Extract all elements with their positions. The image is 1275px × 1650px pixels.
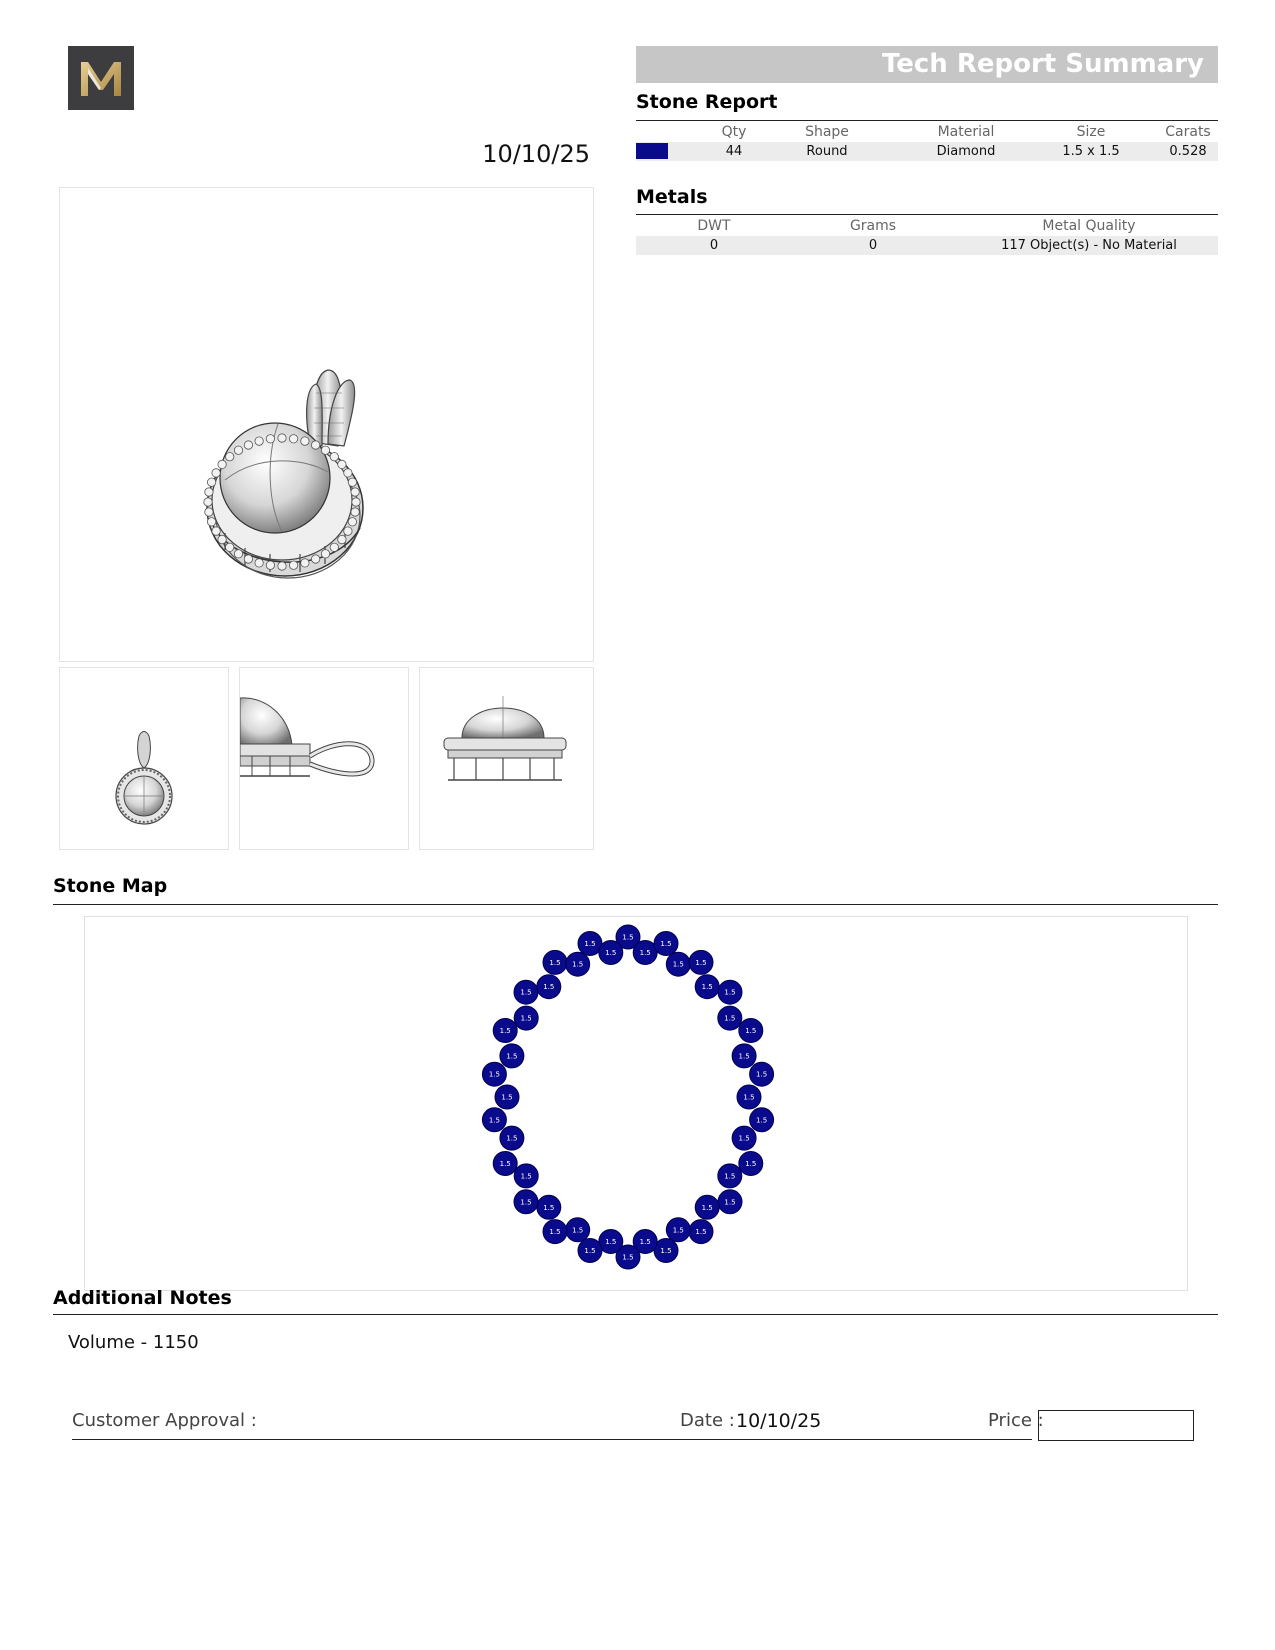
halo-stone bbox=[344, 527, 352, 535]
approval-signature-line bbox=[72, 1439, 1032, 1440]
stone-size-label: 1.5 bbox=[639, 949, 651, 957]
halo-stone bbox=[218, 460, 226, 468]
halo-stone bbox=[226, 543, 234, 551]
stone-marker bbox=[514, 980, 538, 1004]
pendant-back-thumb bbox=[420, 668, 593, 849]
customer-approval-label: Customer Approval : bbox=[72, 1410, 257, 1431]
halo-stone bbox=[255, 437, 263, 445]
col-metal-quality: Metal Quality bbox=[1042, 218, 1136, 234]
halo-stone bbox=[205, 508, 213, 516]
halo-stone bbox=[352, 498, 360, 506]
halo-stone bbox=[321, 446, 329, 454]
thumbnail-front bbox=[59, 667, 229, 850]
stone-marker bbox=[718, 1164, 742, 1188]
col-grams: Grams bbox=[849, 218, 897, 234]
col-dwt: DWT bbox=[697, 218, 731, 234]
company-logo bbox=[68, 46, 134, 110]
halo-stone bbox=[244, 441, 252, 449]
halo-stone bbox=[278, 434, 286, 442]
stone-size-label: 1.5 bbox=[520, 1172, 532, 1181]
stone-marker bbox=[689, 950, 713, 974]
halo-stone bbox=[351, 508, 359, 516]
halo-stone bbox=[204, 498, 212, 506]
stone-size-label: 1.5 bbox=[549, 1228, 561, 1237]
thumbnail-back bbox=[419, 667, 594, 850]
stone-size-label: 1.5 bbox=[543, 983, 555, 992]
stone-size-label: 1.5 bbox=[701, 983, 713, 992]
stone-map-title: Stone Map bbox=[53, 875, 168, 897]
stone-marker bbox=[718, 980, 742, 1004]
halo-stone bbox=[321, 550, 329, 558]
logo-m-icon bbox=[68, 46, 134, 110]
stone-size-label: 1.5 bbox=[672, 1226, 684, 1235]
halo-stone bbox=[226, 453, 234, 461]
halo-stone bbox=[207, 518, 215, 526]
stone-marker bbox=[514, 1006, 538, 1030]
stone-size-label: 1.5 bbox=[756, 1116, 768, 1125]
stone-size-label: 1.5 bbox=[724, 1014, 736, 1023]
stone-map-panel bbox=[84, 916, 1188, 1291]
halo-stone bbox=[234, 550, 242, 558]
stone-size-label: 1.5 bbox=[605, 1238, 617, 1246]
stone-report-header bbox=[636, 122, 1218, 142]
metals-row bbox=[636, 236, 1218, 255]
stone-marker bbox=[732, 1126, 756, 1150]
stone-size-label: 1.5 bbox=[660, 1247, 672, 1255]
main-render-frame bbox=[59, 187, 594, 662]
stone-size-label: 1.5 bbox=[745, 1160, 757, 1168]
halo-stone bbox=[266, 435, 274, 443]
metals-rule bbox=[636, 214, 1218, 215]
stone-size-label: 1.5 bbox=[501, 1093, 513, 1102]
stone-marker bbox=[695, 1195, 719, 1219]
stone-marker bbox=[566, 1218, 590, 1242]
halo-stone bbox=[212, 469, 220, 477]
stone-marker bbox=[666, 1218, 690, 1242]
col-carats: Carats bbox=[1165, 124, 1211, 140]
stone-size-label: 1.5 bbox=[520, 1014, 532, 1023]
stone-color-swatch bbox=[636, 143, 668, 159]
stone-report-title: Stone Report bbox=[636, 91, 778, 113]
stone-marker bbox=[737, 1085, 761, 1109]
stone-size-label: 1.5 bbox=[701, 1203, 713, 1212]
stone-size-label: 1.5 bbox=[660, 940, 672, 948]
stone-size-label: 1.5 bbox=[724, 1172, 736, 1181]
stone-size-label: 1.5 bbox=[745, 1027, 757, 1035]
halo-stone bbox=[289, 561, 297, 569]
stone-report-row bbox=[636, 142, 1218, 161]
stone-size-label: 1.5 bbox=[499, 1160, 511, 1168]
additional-notes-title: Additional Notes bbox=[53, 1287, 232, 1309]
stone-size-label: 1.5 bbox=[572, 1226, 584, 1235]
halo-stone bbox=[338, 460, 346, 468]
halo-stone bbox=[338, 535, 346, 543]
stone-marker bbox=[599, 941, 623, 965]
stone-size-label: 1.5 bbox=[622, 1253, 634, 1262]
stone-size-label: 1.5 bbox=[672, 960, 684, 969]
halo-stone bbox=[218, 535, 226, 543]
stone-marker bbox=[500, 1126, 524, 1150]
stone-marker bbox=[654, 932, 678, 956]
stone-marker bbox=[482, 1108, 506, 1132]
stone-marker bbox=[718, 1006, 742, 1030]
stone-marker bbox=[514, 1164, 538, 1188]
stone-size-label: 1.5 bbox=[506, 1134, 518, 1143]
stone-marker bbox=[718, 1190, 742, 1214]
halo-stone bbox=[278, 562, 286, 570]
stone-marker bbox=[739, 1019, 763, 1043]
stone-size-label: 1.5 bbox=[743, 1093, 755, 1102]
stone-size-label: 1.5 bbox=[499, 1027, 511, 1035]
report-date: 10/10/25 bbox=[482, 140, 590, 168]
stone-shape: Round bbox=[806, 144, 848, 159]
halo-stone bbox=[330, 453, 338, 461]
metal-grams: 0 bbox=[868, 238, 878, 253]
approval-date-value: 10/10/25 bbox=[736, 1410, 822, 1432]
stone-size: 1.5 x 1.5 bbox=[1062, 144, 1120, 159]
halo-stone bbox=[207, 478, 215, 486]
stone-marker bbox=[750, 1108, 774, 1132]
stone-size-label: 1.5 bbox=[488, 1070, 500, 1079]
stone-size-label: 1.5 bbox=[695, 958, 707, 967]
price-label: Price : bbox=[988, 1410, 1044, 1431]
stone-size-label: 1.5 bbox=[738, 1134, 750, 1143]
report-title: Tech Report Summary bbox=[881, 49, 1204, 79]
stone-marker bbox=[495, 1085, 519, 1109]
stone-qty: 44 bbox=[725, 144, 743, 159]
col-shape: Shape bbox=[805, 124, 849, 140]
stone-size-label: 1.5 bbox=[622, 933, 634, 942]
stone-marker bbox=[482, 1062, 506, 1086]
stone-size-label: 1.5 bbox=[584, 940, 596, 948]
thumbnail-side bbox=[239, 667, 409, 850]
stone-size-label: 1.5 bbox=[738, 1052, 750, 1061]
metals-title: Metals bbox=[636, 186, 708, 208]
stone-marker bbox=[514, 1190, 538, 1214]
stone-marker bbox=[566, 952, 590, 976]
halo-stone bbox=[289, 435, 297, 443]
pendant-side-thumb bbox=[240, 668, 408, 849]
stone-size-label: 1.5 bbox=[724, 988, 736, 997]
halo-stone bbox=[311, 555, 319, 563]
price-field[interactable] bbox=[1038, 1410, 1194, 1441]
stone-size-label: 1.5 bbox=[572, 960, 584, 969]
stone-size-label: 1.5 bbox=[639, 1238, 651, 1246]
stone-marker bbox=[543, 1220, 567, 1244]
col-material: Material bbox=[937, 124, 995, 140]
halo-stone bbox=[266, 561, 274, 569]
halo-stone bbox=[330, 543, 338, 551]
report-title-bar bbox=[636, 46, 1218, 83]
stone-marker bbox=[695, 975, 719, 999]
stone-size-label: 1.5 bbox=[520, 1198, 532, 1207]
pendant-render-image bbox=[60, 188, 593, 661]
halo-stone bbox=[301, 559, 309, 567]
stone-marker bbox=[750, 1062, 774, 1086]
halo-stone bbox=[344, 469, 352, 477]
pendant-front-thumb bbox=[60, 668, 228, 849]
halo-stone bbox=[348, 478, 356, 486]
stone-marker bbox=[543, 950, 567, 974]
halo-stone bbox=[301, 437, 309, 445]
stone-size-label: 1.5 bbox=[584, 1247, 596, 1255]
halo-stone bbox=[348, 518, 356, 526]
stone-size-label: 1.5 bbox=[724, 1198, 736, 1207]
halo-stone bbox=[234, 446, 242, 454]
stone-marker bbox=[732, 1044, 756, 1068]
stone-map-rule bbox=[53, 904, 1218, 905]
halo-stone bbox=[255, 559, 263, 567]
stone-carats: 0.528 bbox=[1169, 144, 1207, 159]
notes-text: Volume - 1150 bbox=[68, 1332, 199, 1353]
stone-size-label: 1.5 bbox=[695, 1228, 707, 1237]
stone-marker bbox=[493, 1019, 517, 1043]
stone-map-diagram bbox=[85, 917, 1187, 1290]
halo-stone bbox=[244, 555, 252, 563]
halo-stone bbox=[311, 441, 319, 449]
halo-stone bbox=[351, 488, 359, 496]
halo-stone bbox=[212, 527, 220, 535]
stone-marker bbox=[500, 1044, 524, 1068]
stone-marker bbox=[493, 1152, 517, 1176]
halo-stone bbox=[205, 488, 213, 496]
stone-marker bbox=[689, 1220, 713, 1244]
col-qty: Qty bbox=[721, 124, 747, 140]
stone-size-label: 1.5 bbox=[605, 949, 617, 957]
stone-marker bbox=[537, 975, 561, 999]
metal-quality: 117 Object(s) - No Material bbox=[1001, 238, 1177, 253]
metals-header bbox=[636, 216, 1218, 236]
metal-dwt: 0 bbox=[709, 238, 719, 253]
stone-marker bbox=[666, 952, 690, 976]
approval-date-label: Date : bbox=[680, 1410, 735, 1431]
stone-size-label: 1.5 bbox=[506, 1052, 518, 1061]
stone-marker bbox=[537, 1195, 561, 1219]
stone-material: Diamond bbox=[936, 144, 996, 159]
stone-size-label: 1.5 bbox=[488, 1116, 500, 1125]
stone-report-rule bbox=[636, 120, 1218, 121]
col-size: Size bbox=[1076, 124, 1106, 140]
stone-size-label: 1.5 bbox=[520, 988, 532, 997]
additional-notes-rule bbox=[53, 1314, 1218, 1315]
stone-marker bbox=[578, 1239, 602, 1263]
stone-size-label: 1.5 bbox=[756, 1070, 768, 1079]
stone-marker bbox=[739, 1152, 763, 1176]
stone-size-label: 1.5 bbox=[543, 1203, 555, 1212]
stone-size-label: 1.5 bbox=[549, 958, 561, 967]
